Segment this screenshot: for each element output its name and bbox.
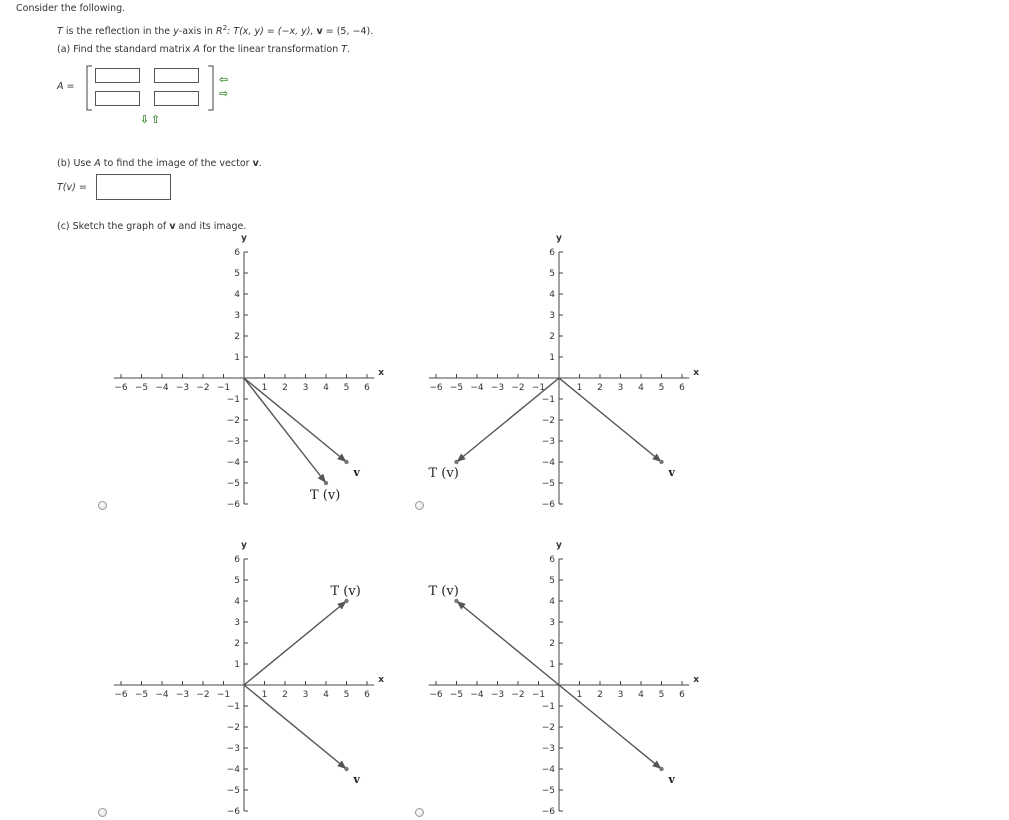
x-tick-label: −1 — [531, 383, 546, 393]
y-tick-label: 3 — [234, 311, 240, 321]
x-tick-label: −2 — [196, 690, 210, 700]
remove-column-arrow-icon[interactable]: ⇦ — [219, 73, 229, 86]
option-3-radio[interactable] — [98, 808, 107, 817]
add-column-arrow-icon[interactable]: ⇨ — [219, 87, 229, 100]
y-tick-label: 3 — [549, 618, 555, 628]
vector-tv — [454, 599, 559, 685]
x-tick-label: 2 — [282, 383, 288, 393]
vector-tv-shaft — [244, 378, 326, 483]
x-tick-label: −4 — [470, 383, 484, 393]
vector-tv-dot — [324, 481, 328, 485]
vector-v-shaft — [244, 685, 347, 769]
x-tick-label: −6 — [429, 383, 443, 393]
y-tick-label: 2 — [549, 332, 555, 342]
x-tick-label: 3 — [302, 690, 309, 700]
y-tick-label: 4 — [549, 290, 555, 300]
vector-tv-label: T (v) — [310, 488, 341, 503]
vector-tv-dot — [344, 599, 348, 603]
y-tick-label: −1 — [541, 702, 555, 712]
x-tick-label: −4 — [155, 690, 169, 700]
x-tick-label: 4 — [638, 383, 644, 393]
part-b-prompt: (b) Use A to find the image of the vector v. — [57, 158, 262, 169]
y-tick-label: 2 — [234, 332, 240, 342]
add-row-arrow-icon[interactable]: ⇩ — [140, 113, 150, 126]
y-tick-label: 3 — [549, 311, 555, 321]
x-tick-label: 2 — [282, 690, 288, 700]
y-tick-label: −3 — [541, 437, 555, 447]
question-header: Consider the following. — [16, 3, 126, 14]
y-tick-label: −4 — [541, 458, 555, 468]
y-tick-label: 2 — [234, 639, 240, 649]
x-tick-label: 5 — [658, 690, 665, 700]
y-tick-label: −6 — [226, 807, 240, 817]
part-c-prompt: (c) Sketch the graph of v and its image. — [57, 221, 247, 232]
tv-label: T(v) = — [57, 182, 87, 193]
x-tick-label: 4 — [323, 383, 329, 393]
x-tick-label: −6 — [114, 690, 128, 700]
option-2-radio[interactable] — [415, 501, 424, 510]
x-tick-label: −1 — [216, 690, 231, 700]
x-tick-label: 2 — [597, 383, 603, 393]
vector-v-shaft — [244, 378, 347, 462]
y-tick-label: 6 — [234, 555, 240, 565]
vector-v-label: v — [353, 773, 360, 786]
x-tick-label: −3 — [490, 690, 505, 700]
x-tick-label: −5 — [449, 383, 464, 393]
vector-v-dot — [344, 767, 348, 771]
y-tick-label: −3 — [226, 744, 240, 754]
x-tick-label: −5 — [134, 690, 149, 700]
y-tick-label: 4 — [234, 290, 240, 300]
x-tick-label: 2 — [597, 690, 603, 700]
y-tick-label: 5 — [234, 269, 240, 279]
matrix-label: A = — [57, 81, 75, 92]
y-tick-label: −2 — [226, 416, 240, 426]
y-tick-label: −4 — [541, 765, 555, 775]
vector-v-dot — [659, 460, 663, 464]
y-tick-label: 4 — [234, 597, 240, 607]
vector-v — [559, 685, 664, 771]
vector-tv — [244, 599, 349, 685]
x-tick-label: 3 — [302, 383, 309, 393]
y-tick-label: −2 — [226, 723, 240, 733]
y-tick-label: 1 — [549, 660, 555, 670]
option-1-radio[interactable] — [98, 501, 107, 510]
vector-tv-label: T (v) — [428, 466, 459, 481]
x-tick-label: 6 — [364, 383, 370, 393]
y-tick-label: −6 — [541, 807, 555, 817]
vector-v — [244, 685, 349, 771]
x-tick-label: 1 — [261, 383, 268, 393]
x-tick-label: 5 — [343, 690, 350, 700]
y-tick-label: 3 — [234, 618, 240, 628]
x-tick-label: −3 — [175, 383, 190, 393]
vector-v-dot — [659, 767, 663, 771]
y-tick-label: −5 — [226, 479, 240, 489]
x-tick-label: −2 — [511, 383, 525, 393]
y-tick-label: −5 — [541, 479, 555, 489]
x-tick-label: 1 — [576, 383, 583, 393]
y-tick-label: 2 — [549, 639, 555, 649]
y-tick-label: −1 — [226, 395, 240, 405]
x-tick-label: −5 — [449, 690, 464, 700]
tv-answer-input[interactable] — [96, 174, 171, 200]
y-tick-label: −4 — [226, 765, 240, 775]
y-axis-label: y — [556, 540, 562, 551]
x-tick-label: −5 — [134, 383, 149, 393]
y-tick-label: −1 — [226, 702, 240, 712]
matrix-a11-input[interactable] — [95, 68, 140, 83]
x-tick-label: 5 — [343, 383, 350, 393]
y-tick-label: 6 — [549, 555, 555, 565]
matrix-a21-input[interactable] — [95, 91, 140, 106]
remove-row-arrow-icon[interactable]: ⇧ — [151, 113, 161, 126]
matrix-a12-input[interactable] — [154, 68, 199, 83]
vector-tv-shaft — [457, 601, 560, 685]
x-tick-label: 1 — [261, 690, 268, 700]
y-tick-label: −1 — [541, 395, 555, 405]
y-axis-label: y — [556, 233, 562, 244]
x-tick-label: −6 — [429, 690, 443, 700]
vector-tv-dot — [454, 460, 458, 464]
x-tick-label: −6 — [114, 383, 128, 393]
y-axis-label: y — [241, 233, 247, 244]
vector-v-shaft — [559, 685, 662, 769]
x-tick-label: 3 — [617, 383, 624, 393]
x-axis-label: x — [693, 675, 700, 685]
y-tick-label: −3 — [541, 744, 555, 754]
vector-v-shaft — [559, 378, 662, 462]
vector-tv-dot — [454, 599, 458, 603]
x-tick-label: −4 — [470, 690, 484, 700]
vector-v-label: v — [668, 466, 675, 479]
y-tick-label: −3 — [226, 437, 240, 447]
vector-v — [244, 378, 349, 464]
vector-v-dot — [344, 460, 348, 464]
x-tick-label: 6 — [364, 690, 370, 700]
vector-v — [559, 378, 664, 464]
part-a-prompt: (a) Find the standard matrix A for the linear transformation T. — [57, 44, 351, 55]
x-tick-label: 6 — [679, 690, 685, 700]
y-tick-label: −2 — [541, 416, 555, 426]
x-tick-label: 5 — [658, 383, 665, 393]
option-4-radio[interactable] — [415, 808, 424, 817]
x-tick-label: −2 — [511, 690, 525, 700]
matrix-a22-input[interactable] — [154, 91, 199, 106]
x-axis-label: x — [378, 675, 385, 685]
x-tick-label: −3 — [175, 690, 190, 700]
y-axis-label: y — [241, 540, 247, 551]
y-tick-label: 5 — [549, 576, 555, 586]
x-tick-label: 6 — [679, 383, 685, 393]
y-tick-label: 5 — [549, 269, 555, 279]
y-tick-label: −4 — [226, 458, 240, 468]
y-tick-label: −6 — [541, 500, 555, 510]
y-tick-label: 5 — [234, 576, 240, 586]
x-axis-label: x — [693, 368, 700, 378]
y-tick-label: 4 — [549, 597, 555, 607]
y-tick-label: 6 — [234, 248, 240, 258]
y-tick-label: 1 — [234, 353, 240, 363]
y-tick-label: −2 — [541, 723, 555, 733]
x-tick-label: 3 — [617, 690, 624, 700]
x-tick-label: 1 — [576, 690, 583, 700]
y-tick-label: −5 — [541, 786, 555, 796]
x-tick-label: −2 — [196, 383, 210, 393]
y-tick-label: 1 — [234, 660, 240, 670]
problem-statement: T is the reflection in the y-axis in $R^2$: T(x, y) = (−x, y), v = (5, −4). — [57, 24, 374, 38]
vector-tv-label: T (v) — [428, 584, 459, 599]
x-tick-label: −1 — [216, 383, 231, 393]
vector-tv — [244, 378, 328, 485]
x-tick-label: 4 — [323, 690, 329, 700]
vector-tv-label: T (v) — [330, 584, 361, 599]
y-tick-label: −5 — [226, 786, 240, 796]
x-tick-label: 4 — [638, 690, 644, 700]
vector-v-label: v — [668, 773, 675, 786]
x-tick-label: −3 — [490, 383, 505, 393]
x-tick-label: −4 — [155, 383, 169, 393]
x-axis-label: x — [378, 368, 385, 378]
vector-tv-shaft — [244, 601, 347, 685]
x-tick-label: −1 — [531, 690, 546, 700]
y-tick-label: 1 — [549, 353, 555, 363]
y-tick-label: −6 — [226, 500, 240, 510]
vector-v-label: v — [353, 466, 360, 479]
y-tick-label: 6 — [549, 248, 555, 258]
